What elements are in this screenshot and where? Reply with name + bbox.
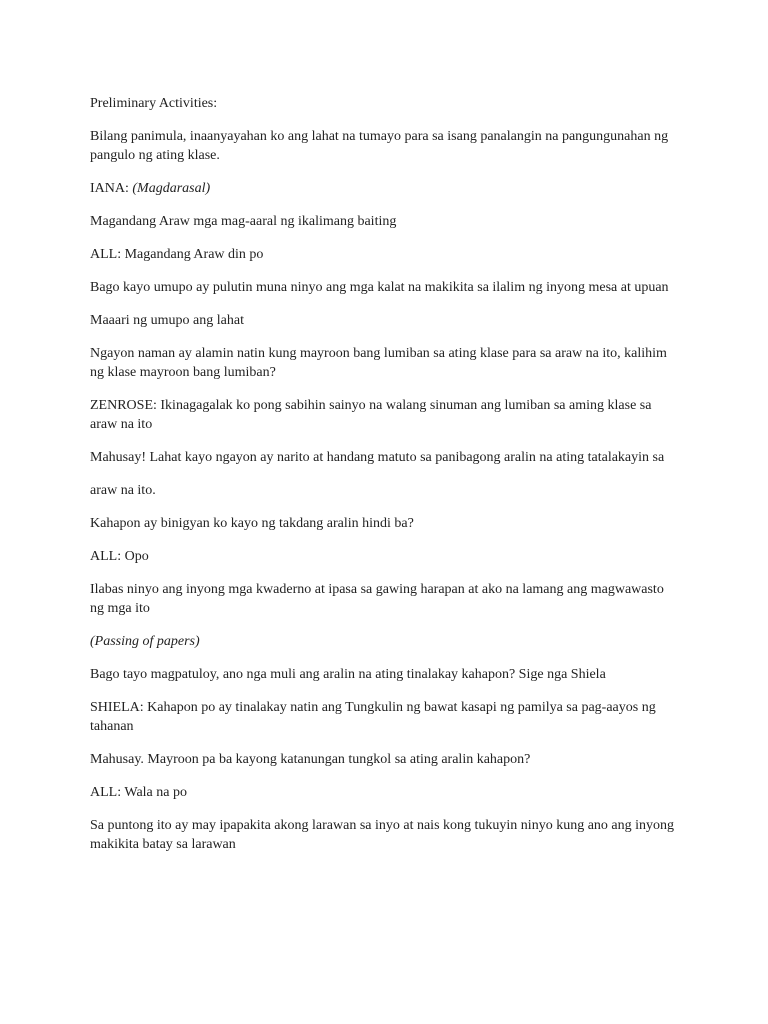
- paragraph-questions: Mahusay. Mayroon pa ba kayong katanungan tungkol sa ating aralin kahapon?: [90, 752, 531, 767]
- paragraph-homework: Kahapon ay binigyan ko kayo ng takdang aralin hindi ba?: [90, 516, 414, 531]
- paragraph-show-picture: Sa puntong ito ay may ipapakita akong larawan sa inyo at nais kong tukuyin ninyo kung ano ang inyong makikita batay sa larawan: [90, 818, 675, 852]
- paragraph-all-greeting: ALL: Magandang Araw din po: [90, 247, 264, 262]
- heading-preliminary: Preliminary Activities:: [90, 96, 218, 111]
- paragraph-all-opo: ALL: Opo: [90, 549, 149, 564]
- paragraph-shiela: SHIELA: Kahapon po ay tinalakay natin ang Tungkulin ng bawat kasapi ng pamilya sa pag-aayos ng tahanan: [90, 700, 656, 734]
- stage-direction-passing: (Passing of papers): [90, 634, 200, 649]
- document-body: [90, 94, 680, 868]
- paragraph-zenrose: ZENROSE: Ikinagagalak ko pong sabihin sainyo na walang sinuman ang lumiban sa aming klase sa araw na ito: [90, 398, 652, 432]
- speaker-iana: IANA:: [90, 181, 133, 196]
- paragraph-pick-up-litter: Bago kayo umupo ay pulutin muna ninyo ang mga kalat na makikita sa ilalim ng inyong mesa at upuan: [90, 280, 669, 295]
- paragraph-review-question: Bago tayo magpatuloy, ano nga muli ang aralin na ating tinalakay kahapon? Sige nga Shiela: [90, 667, 606, 682]
- paragraph-all-wala: ALL: Wala na po: [90, 785, 187, 800]
- paragraph-opening-prayer: Bilang panimula, inaanyayahan ko ang lahat na tumayo para sa isang panalangin na pangungunahan ng pangulo ng ating klase.: [90, 129, 669, 163]
- paragraph-greeting: Magandang Araw mga mag-aaral ng ikalimang baiting: [90, 214, 397, 229]
- paragraph-pass-notebooks: Ilabas ninyo ang inyong mga kwaderno at ipasa sa gawing harapan at ako na lamang ang magwawasto ng mga ito: [90, 582, 664, 616]
- paragraph-iana: [90, 179, 680, 198]
- paragraph-mahusay: Mahusay! Lahat kayo ngayon ay narito at handang matuto sa panibagong aralin na ating tatalakayin sa: [90, 450, 665, 465]
- paragraph-sit-down: Maaari ng umupo ang lahat: [90, 313, 244, 328]
- stage-direction-prayer: (Magdarasal): [132, 181, 211, 196]
- paragraph-araw-na-ito: araw na ito.: [90, 483, 156, 498]
- paragraph-attendance: Ngayon naman ay alamin natin kung mayroon bang lumiban sa ating klase para sa araw na ito, kalihim ng klase mayroon bang lumiban?: [90, 346, 667, 380]
